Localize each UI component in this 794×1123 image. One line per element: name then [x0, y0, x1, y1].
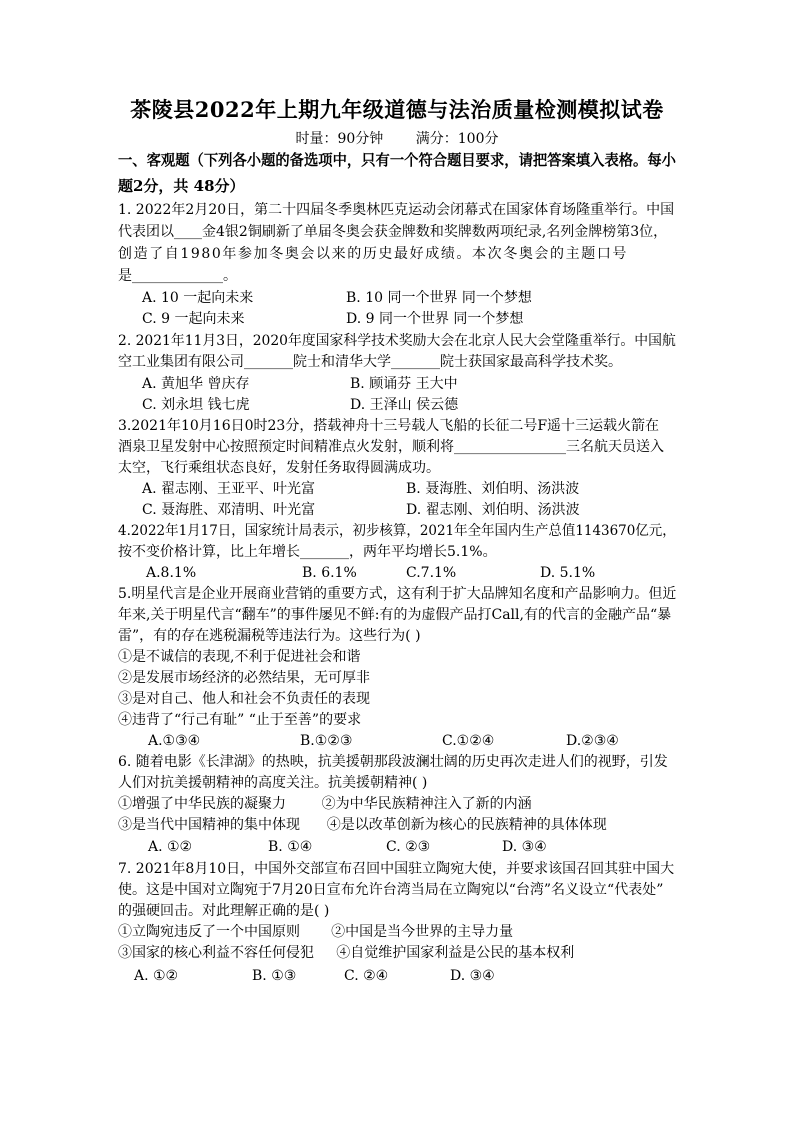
q7-option-c[interactable]: C. ②④	[344, 968, 389, 984]
q7-line: 的强硬回击。对此理解正确的是( )	[118, 903, 330, 919]
q1-line: 创造了自1980年参加冬奥会以来的历史最好成绩。本次冬奥会的主题口号	[118, 246, 629, 262]
q4-option-b[interactable]: B. 6.1%	[302, 565, 357, 581]
q6-line: 6. 随着电影《长津湖》的热映，抗美援朝那段波澜壮阔的历史再次走进人们的视野，引发	[118, 754, 668, 770]
q5-option-c[interactable]: C.①②④	[442, 733, 495, 749]
q2-option-b[interactable]: B. 顾诵芬 王大中	[350, 376, 458, 392]
q7-option-a[interactable]: A. ①②	[134, 968, 179, 984]
q6-statement: ①增强了中华民族的凝聚力 ②为中华民族精神注入了新的内涵	[118, 796, 532, 812]
q5-line: 5.明星代言是企业开展商业营销的重要方式，这有利于扩大品牌知名度和产品影响力。但近	[118, 586, 677, 602]
q5-statement: ①是不诚信的表现,不利于促进社会和谐	[118, 649, 361, 665]
q3-option-a[interactable]: A. 翟志刚、王亚平、叶光富	[142, 481, 316, 497]
q5-line: 年来,关于明星代言“翻车”的事件屡见不鲜:有的为虚假产品打Call,有的代言的金融产品“暴	[118, 607, 672, 623]
q1-line: 是_____________。	[118, 268, 237, 284]
section-heading-line2: 题2分，共 48分）	[118, 177, 245, 195]
q7-option-d[interactable]: D. ③④	[450, 968, 495, 984]
exam-meta	[0, 128, 794, 148]
q5-option-b[interactable]: B.①②③	[300, 733, 353, 749]
q7-option-b[interactable]: B. ①③	[252, 968, 297, 984]
q7-statement: ③国家的核心利益不容任何侵犯 ④自觉维护国家利益是公民的基本权利	[118, 945, 575, 961]
q2-line: 空工业集团有限公司_______院士和清华大学_______院士获国家最高科学技术奖。	[118, 354, 622, 370]
q6-option-c[interactable]: C. ②③	[386, 839, 431, 855]
q6-option-d[interactable]: D. ③④	[502, 839, 547, 855]
q5-option-a[interactable]: A.①③④	[148, 733, 201, 749]
full-score: 满分：100分	[415, 131, 499, 147]
q4-line: 按不变价格计算，比上年增长_______，两年平均增长5.1%。	[118, 544, 497, 560]
q1-option-a[interactable]: A. 10 一起向未来	[142, 290, 254, 306]
q3-line: 3.2021年10月16日0时23分，搭载神舟十三号载人飞船的长征二号F遥十三运载火箭在	[118, 418, 660, 434]
q5-statement: ②是发展市场经济的必然结果，无可厚非	[118, 670, 370, 686]
q1-line: 1. 2022年2月20日，第二十四届冬季奥林匹克运动会闭幕式在国家体育场隆重举行。中国	[118, 202, 675, 218]
q3-line: 太空，飞行乘组状态良好，发射任务取得圆满成功。	[118, 460, 440, 476]
q7-statement: ①立陶宛违反了一个中国原则 ②中国是当今世界的主导力量	[118, 924, 514, 940]
q4-option-a[interactable]: A.8.1%	[146, 565, 197, 581]
q3-option-c[interactable]: C. 聂海胜、邓清明、叶光富	[142, 502, 316, 518]
q3-option-b[interactable]: B. 聂海胜、刘伯明、汤洪波	[406, 481, 580, 497]
q4-line: 4.2022年1月17日，国家统计局表示，初步核算，2021年全年国内生产总值1143670亿元，	[118, 523, 676, 539]
q5-statement: ④违背了“行己有耻” “止于至善”的要求	[118, 712, 362, 728]
q6-option-a[interactable]: A. ①②	[148, 839, 193, 855]
q6-statement: ③是当代中国精神的集中体现 ④是以改革创新为核心的民族精神的具体体现	[118, 817, 607, 833]
q2-line: 2. 2021年11月3日，2020年度国家科学技术奖励大会在北京人民大会堂隆重举行。中国航	[118, 333, 676, 349]
q4-option-c[interactable]: C.7.1%	[406, 565, 457, 581]
q3-line: 酒泉卫星发射中心按照预定时间精准点火发射，顺利将________________三名航天员送入	[118, 439, 664, 455]
q2-option-d[interactable]: D. 王泽山 侯云德	[350, 397, 459, 413]
q2-option-c[interactable]: C. 刘永坦 钱七虎	[142, 397, 250, 413]
q4-option-d[interactable]: D. 5.1%	[540, 565, 596, 581]
q1-option-d[interactable]: D. 9 同一个世界 同一个梦想	[346, 311, 524, 327]
time-limit: 时量：90分钟	[295, 131, 384, 147]
q5-line: 雷”，有的存在逃税漏税等违法行为。这些行为( )	[118, 628, 421, 644]
q1-option-b[interactable]: B. 10 同一个世界 同一个梦想	[346, 290, 532, 306]
q5-option-d[interactable]: D.②③④	[566, 733, 619, 749]
q1-line: 代表团以____金4银2铜刷新了单届冬奥会获金牌数和奖牌数两项纪录,名列金牌榜第3位，	[118, 224, 668, 240]
section-heading-line1: 一、客观题（下列各小题的备选项中，只有一个符合题目要求，请把答案填入表格。每小	[118, 151, 676, 169]
q5-statement: ③是对自己、他人和社会不负责任的表现	[118, 691, 370, 707]
q2-option-a[interactable]: A. 黄旭华 曾庆存	[142, 376, 250, 392]
q3-option-d[interactable]: D. 翟志刚、刘伯明、汤洪波	[406, 502, 580, 518]
exam-title: 茶陵县2022年上期九年级道德与法治质量检测模拟试卷	[130, 97, 664, 122]
q7-line: 7. 2021年8月10日，中国外交部宣布召回中国驻立陶宛大使，并要求该国召回其驻中国大	[118, 861, 675, 877]
q6-line: 人们对抗美援朝精神的高度关注。抗美援朝精神( )	[118, 775, 428, 791]
q1-option-c[interactable]: C. 9 一起向未来	[142, 311, 245, 327]
q7-line: 使。这是中国对立陶宛于7月20日宣布允许台湾当局在立陶宛以“台湾”名义设立“代表处”	[118, 882, 664, 898]
q6-option-b[interactable]: B. ①④	[268, 839, 313, 855]
